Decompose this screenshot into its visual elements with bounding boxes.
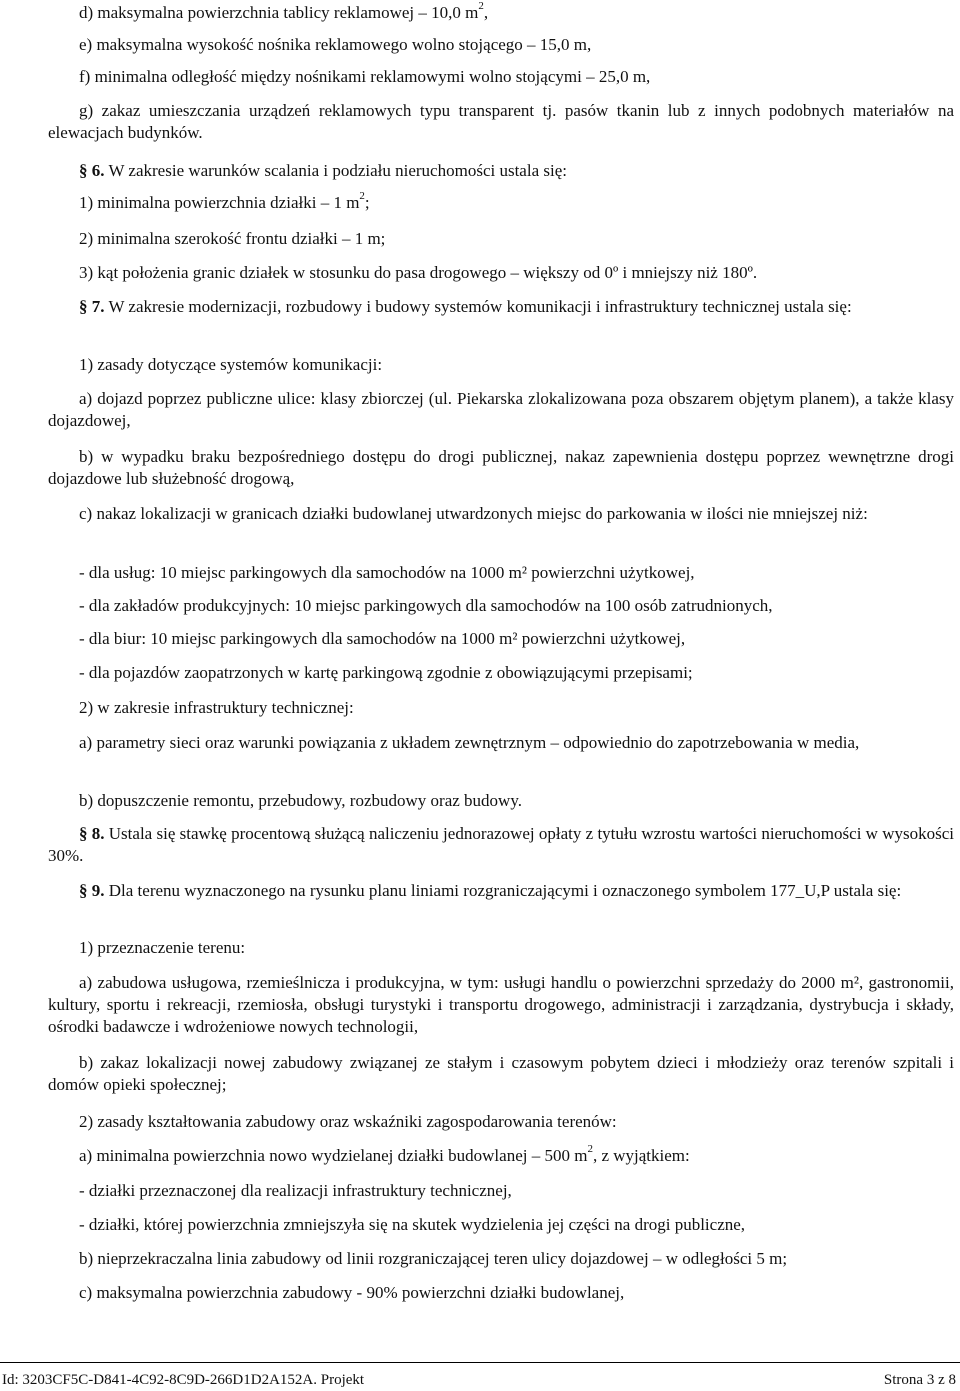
footer-document-id: Id: 3203CF5C-D841-4C92-8C9D-266D1D2A152A. Projekt (2, 1372, 365, 1388)
text: 1) minimalna powierzchnia działki – 1 m (79, 193, 360, 212)
paragraph-communication-rules: 1) zasady dotyczące systemów komunikacji: (79, 355, 383, 374)
paragraph-access-internal-roads: b) w wypadku braku bezpośredniego dostępu do drogi publicznej, nakaz zapewnienia dostępu poprzez wewnętrzne drogi dojazdowe lub służebność drogową, (48, 447, 954, 488)
paragraph-land-purpose: 1) przeznaczenie terenu: (79, 938, 246, 957)
paragraph-min-plot-area (79, 192, 954, 214)
paragraph-parking-services: - dla usług: 10 miejsc parkingowych dla samochodów na 1000 m² powierzchni użytkowej, (79, 563, 695, 582)
paragraph-boundary-angle: 3) kąt położenia granic działek w stosunku do pasa drogowego – większy od 0º i mniejszy niż 180º. (79, 263, 758, 282)
paragraph-parking-production: - dla zakładów produkcyjnych: 10 miejsc parkingowych dla samochodów na 100 osób zatrudnionych, (79, 596, 773, 615)
paragraph-renovation-allowed: b) dopuszczenie remontu, przebudowy, rozbudowy oraz budowy. (79, 791, 522, 810)
section-9-heading (48, 880, 954, 902)
section-6-heading (48, 160, 954, 182)
section-number: § 7. (79, 297, 105, 316)
paragraph-max-building-coverage: c) maksymalna powierzchnia zabudowy - 90% powierzchni działki budowlanej, (79, 1283, 625, 1302)
superscript: 2 (359, 190, 365, 203)
paragraph-network-parameters: a) parametry sieci oraz warunki powiązania z układem zewnętrznym – odpowiednio do zapotrzebowania w media, (79, 733, 860, 752)
paragraph-g-transparent-ban: g) zakaz umieszczania urządzeń reklamowych typu transparent tj. pasów tkanin lub z innych podobnych materiałów na elewacjach budynków. (48, 101, 954, 142)
paragraph-access-public-streets: a) dojazd poprzez publiczne ulice: klasy zbiorczej (ul. Piekarska zlokalizowana poza obszarem objętym planem), a także klasy dojazdowej, (48, 389, 954, 430)
text: d) maksymalna powierzchnia tablicy reklamowej – 10,0 m (79, 3, 479, 22)
section-8-heading (48, 823, 954, 867)
text: Dla terenu wyznaczonego na rysunku planu liniami rozgraniczającymi i oznaczonego symbolem 177_U,P ustala się: (104, 881, 902, 900)
footer-page-number: Strona 3 z 8 (883, 1372, 956, 1388)
paragraph-d-billboard-area (79, 2, 954, 24)
superscript: 2 (478, 0, 484, 13)
text: ; (364, 193, 370, 212)
paragraph-building-line: b) nieprzekraczalna linia zabudowy od linii rozgraniczającej teren ulicy dojazdowej – w odległości 5 m; (79, 1249, 788, 1268)
paragraph-min-front-width: 2) minimalna szerokość frontu działki – 1 m; (79, 229, 386, 248)
paragraph-parking-offices: - dla biur: 10 miejsc parkingowych dla samochodów na 1000 m² powierzchni użytkowej, (79, 629, 686, 648)
paragraph-min-new-plot-area (79, 1145, 954, 1167)
paragraph-exception-public-roads: - działki, której powierzchnia zmniejszyła się na skutek wydzielenia jej części na drogi publiczne, (79, 1215, 746, 1234)
section-number: § 8. (79, 824, 105, 843)
paragraph-development-rules: 2) zasady kształtowania zabudowy oraz wskaźniki zagospodarowania terenów: (79, 1112, 617, 1131)
paragraph-parking-card-vehicles: - dla pojazdów zaopatrzonych w kartę parkingową zgodnie z obowiązującymi przepisami; (79, 663, 693, 682)
paragraph-parking-requirement: c) nakaz lokalizacji w granicach działki budowlanej utwardzonych miejsc do parkowania w ilości nie mniejszej niż: (79, 504, 868, 523)
text: a) minimalna powierzchnia nowo wydzielanej działki budowlanej – 500 m (79, 1146, 588, 1165)
text: , z wyjątkiem: (592, 1146, 690, 1165)
text: W zakresie modernizacji, rozbudowy i budowy systemów komunikacji i infrastruktury technicznej ustala się: (104, 297, 852, 316)
text: Ustala się stawkę procentową służącą naliczeniu jednorazowej opłaty z tytułu wzrostu wartości nieruchomości w wysokości 30%. (48, 824, 954, 865)
text: W zakresie warunków scalania i podziału nieruchomości ustala się: (104, 161, 567, 180)
section-number: § 9. (79, 881, 105, 900)
paragraph-children-ban: b) zakaz lokalizacji nowej zabudowy związanej ze stałym i czasowym pobytem dzieci i młodzieży oraz terenów szpitali i domów opieki społecznej; (48, 1053, 954, 1094)
paragraph-f-carrier-distance: f) minimalna odległość między nośnikami reklamowymi wolno stojącymi – 25,0 m, (79, 67, 651, 86)
section-7-heading (48, 296, 954, 318)
text: , (483, 3, 489, 22)
paragraph-service-development: a) zabudowa usługowa, rzemieślnicza i produkcyjna, w tym: usługi handlu o powierzchni sprzedaży do 2000 m², gastronomii, kultury, sportu i rekreacji, rzemiosła, obsługi turystyki i transportu drogowego, administracji i zarządzania, dystrybucja i składy, ośrodki badawcze i wdrożeniowe nowych technologii, (48, 973, 954, 1036)
superscript: 2 (587, 1143, 593, 1156)
footer-divider (0, 1362, 960, 1363)
paragraph-exception-infrastructure: - działki przeznaczonej dla realizacji infrastruktury technicznej, (79, 1181, 512, 1200)
section-number: § 6. (79, 161, 105, 180)
paragraph-e-carrier-height: e) maksymalna wysokość nośnika reklamowego wolno stojącego – 15,0 m, (79, 35, 592, 54)
paragraph-technical-infrastructure: 2) w zakresie infrastruktury technicznej: (79, 698, 354, 717)
